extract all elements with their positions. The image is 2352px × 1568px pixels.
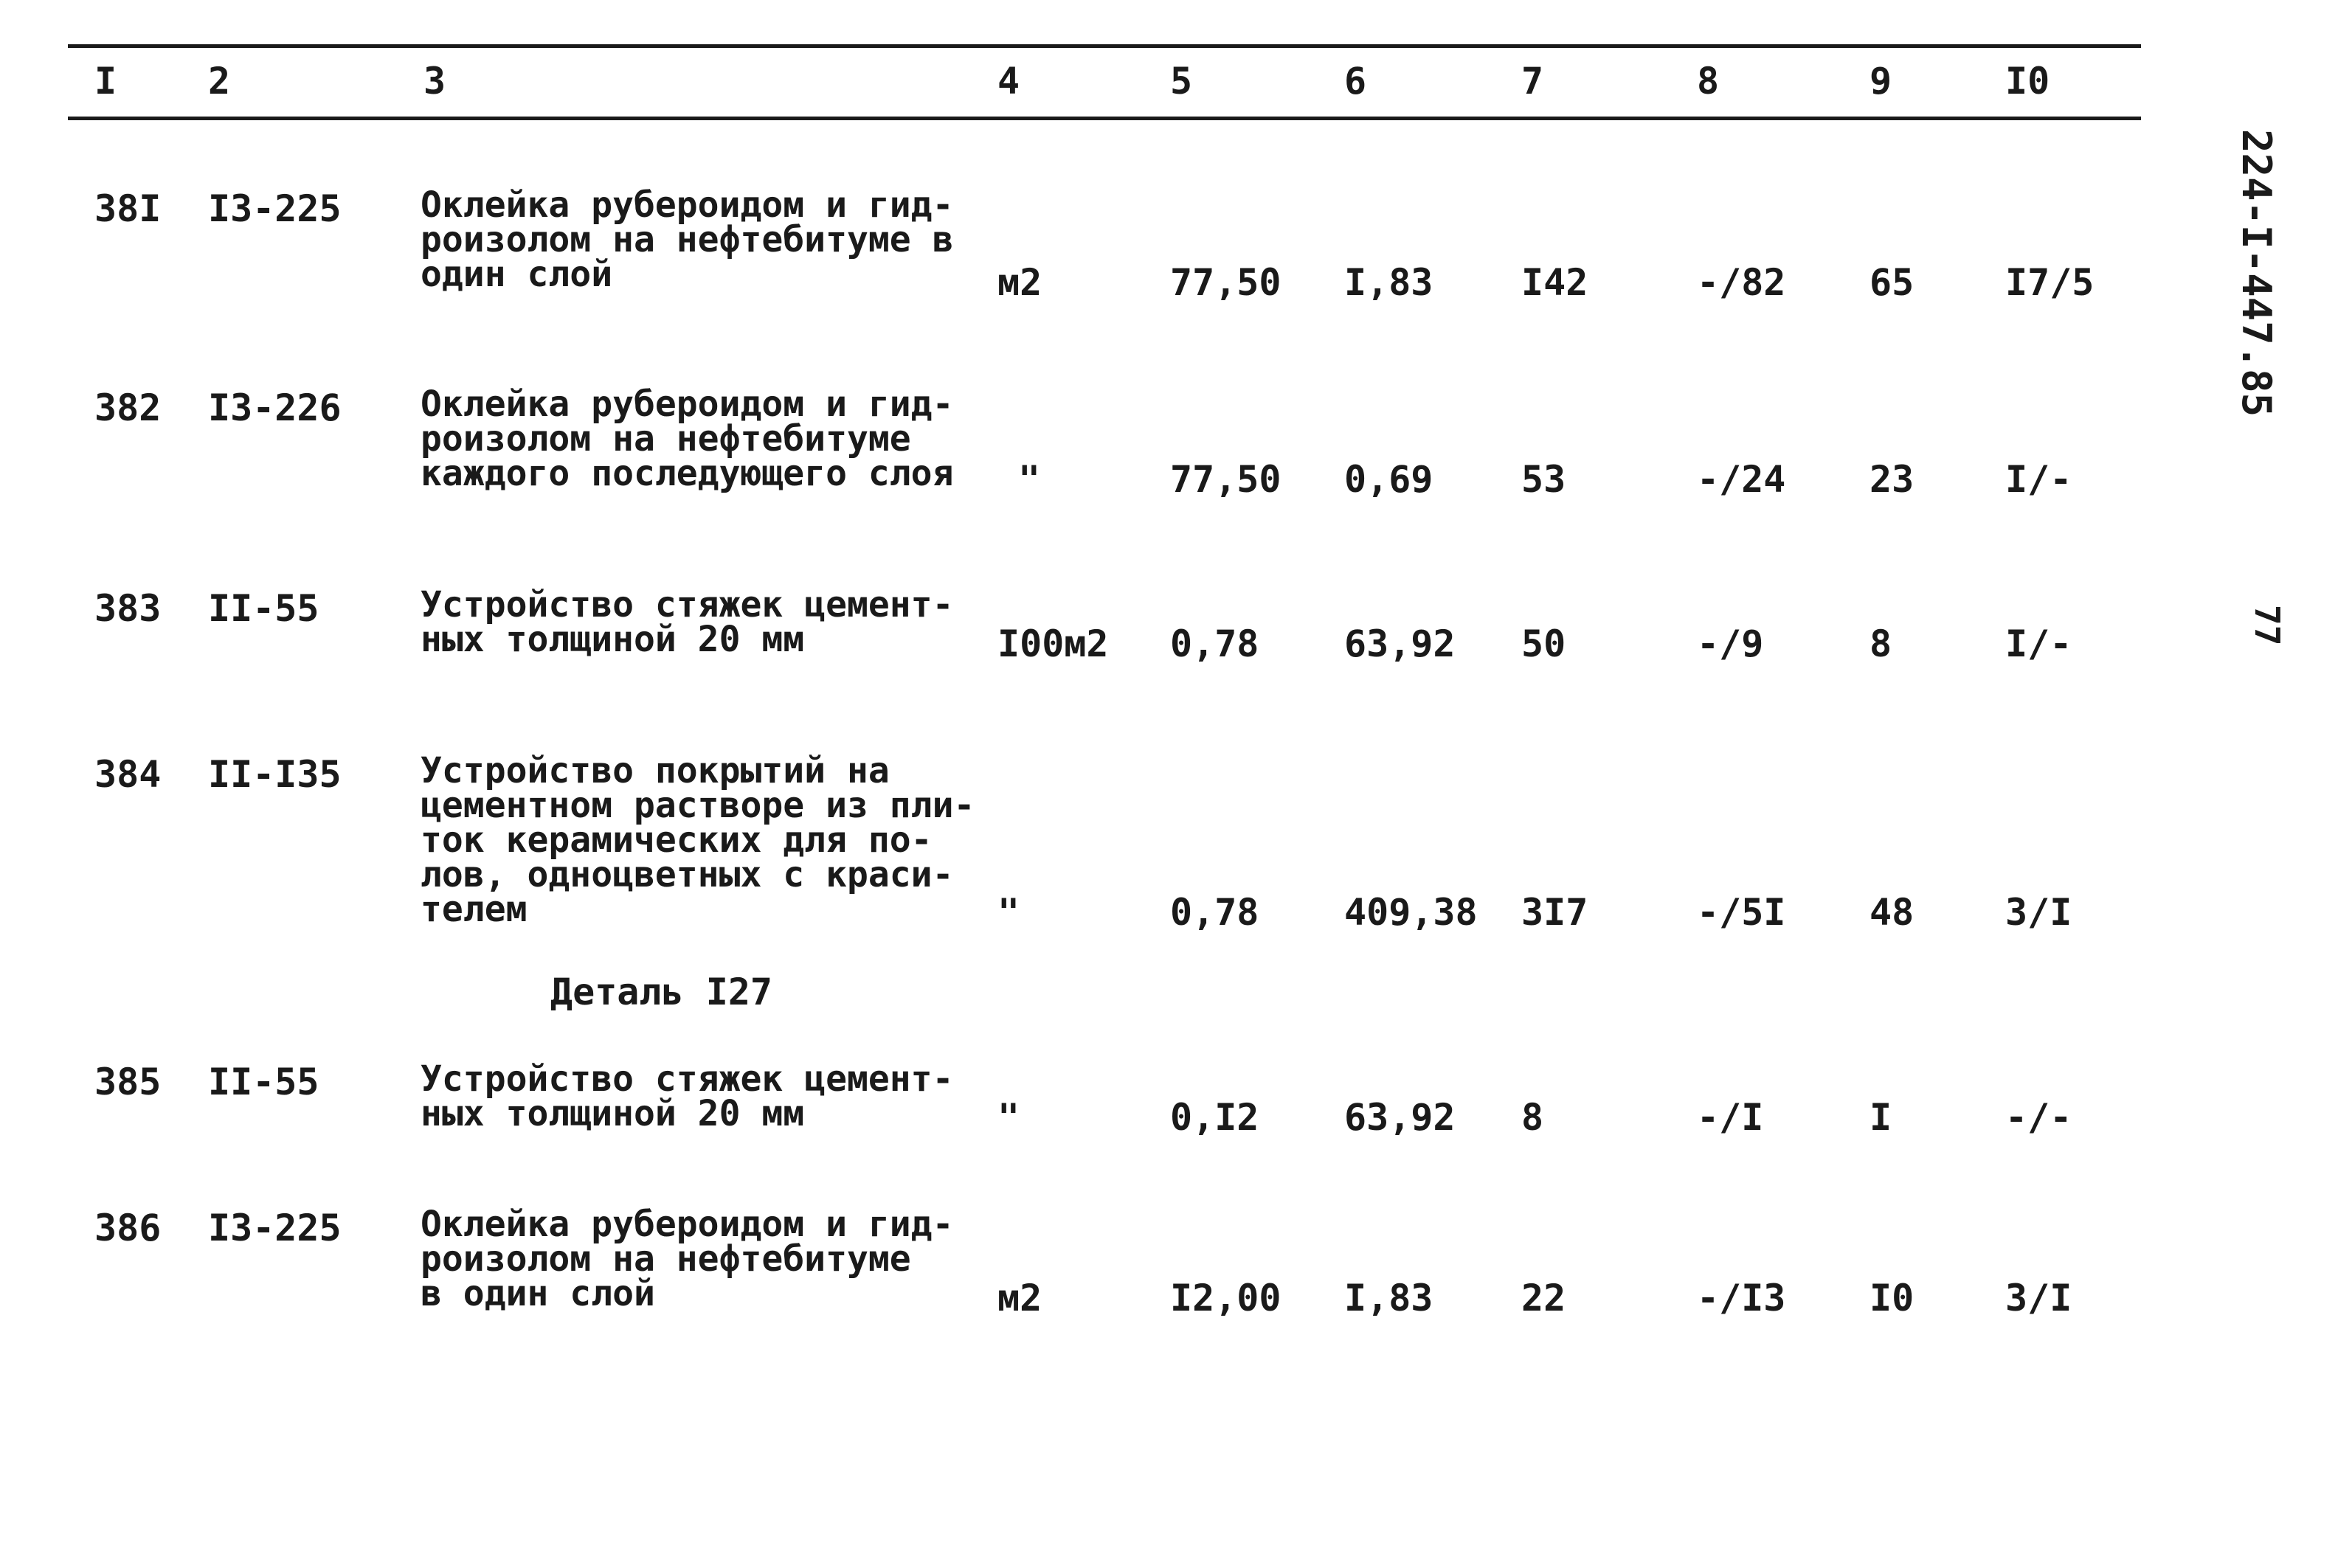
col-8-value: -/I3	[1697, 1277, 1786, 1319]
col-9-value: I0	[1870, 1277, 1915, 1319]
col-8-value: -/I	[1697, 1096, 1764, 1139]
col-10-value: I7/5	[2005, 261, 2095, 304]
col-5-value: I2,00	[1170, 1277, 1282, 1319]
header-col-1: I	[94, 60, 117, 103]
col-6-value: 63,92	[1344, 1096, 1456, 1139]
header-col-8: 8	[1697, 60, 1720, 103]
col-8-value: -/5I	[1697, 891, 1786, 934]
header-col-3: 3	[423, 60, 446, 103]
page-number: 77	[2247, 605, 2287, 646]
table-top-rule	[68, 44, 2141, 48]
row-number: 382	[94, 386, 162, 429]
work-description: Устройство покрытий на цементном растворе из пли- ток керамических для по- лов, одноцветных с краси- телем	[421, 750, 975, 930]
col-6-value: I,83	[1344, 1277, 1433, 1319]
document-code: 224-I-447.85	[2233, 129, 2280, 417]
header-col-7: 7	[1521, 60, 1544, 103]
norm-code: I3-225	[208, 1207, 342, 1249]
col-8-value: -/82	[1697, 261, 1786, 304]
col-10-value: I/-	[2005, 622, 2072, 665]
unit: "	[1018, 458, 1041, 501]
col-6-value: I,83	[1344, 261, 1433, 304]
col-9-value: 65	[1870, 261, 1915, 304]
col-5-value: 77,50	[1170, 458, 1282, 501]
row-number: 38I	[94, 187, 162, 230]
col-8-value: -/24	[1697, 458, 1786, 501]
row-number: 386	[94, 1207, 162, 1249]
col-9-value: I	[1870, 1096, 1892, 1139]
work-description: Устройство стяжек цемент- ных толщиной 20 мм	[421, 1058, 954, 1134]
unit: I00м2	[997, 622, 1109, 665]
header-col-9: 9	[1870, 60, 1892, 103]
col-8-value: -/9	[1697, 622, 1764, 665]
col-6-value: 0,69	[1344, 458, 1433, 501]
col-7-value: 50	[1521, 622, 1566, 665]
unit: м2	[997, 261, 1042, 304]
col-5-value: 77,50	[1170, 261, 1282, 304]
work-description: Оклейка рубероидом и гид- роизолом на нефтебитуме в один слой	[421, 1204, 954, 1314]
header-col-4: 4	[997, 60, 1020, 103]
col-7-value: 3I7	[1521, 891, 1588, 934]
col-7-value: 8	[1521, 1096, 1544, 1139]
row-number: 384	[94, 753, 162, 796]
unit: м2	[997, 1277, 1042, 1319]
col-10-value: -/-	[2005, 1096, 2072, 1139]
col-7-value: 53	[1521, 458, 1566, 501]
col-5-value: 0,I2	[1170, 1096, 1259, 1139]
row-number: 383	[94, 587, 162, 630]
norm-code: II-I35	[208, 753, 342, 796]
work-description: Оклейка рубероидом и гид- роизолом на нефтебитуме каждого последующего слоя	[421, 384, 954, 494]
norm-code: I3-226	[208, 386, 342, 429]
col-6-value: 63,92	[1344, 622, 1456, 665]
col-10-value: 3/I	[2005, 1277, 2072, 1319]
header-col-2: 2	[208, 60, 231, 103]
norm-code: II-55	[208, 587, 319, 630]
header-col-5: 5	[1170, 60, 1193, 103]
row-number: 385	[94, 1061, 162, 1103]
col-9-value: 23	[1870, 458, 1915, 501]
norm-code: I3-225	[208, 187, 342, 230]
col-9-value: 48	[1870, 891, 1915, 934]
norm-code: II-55	[208, 1061, 319, 1103]
col-5-value: 0,78	[1170, 622, 1259, 665]
header-col-10: I0	[2005, 60, 2050, 103]
detail-note: Деталь I27	[550, 971, 773, 1013]
col-5-value: 0,78	[1170, 891, 1259, 934]
unit: "	[997, 1096, 1020, 1139]
work-description: Оклейка рубероидом и гид- роизолом на нефтебитуме в один слой	[421, 184, 954, 295]
col-10-value: 3/I	[2005, 891, 2072, 934]
header-bottom-rule	[68, 117, 2141, 120]
col-7-value: I42	[1521, 261, 1588, 304]
col-6-value: 409,38	[1344, 891, 1478, 934]
unit: "	[997, 891, 1020, 934]
col-7-value: 22	[1521, 1277, 1566, 1319]
col-9-value: 8	[1870, 622, 1892, 665]
work-description: Устройство стяжек цемент- ных толщиной 20 мм	[421, 584, 954, 660]
header-col-6: 6	[1344, 60, 1367, 103]
col-10-value: I/-	[2005, 458, 2072, 501]
